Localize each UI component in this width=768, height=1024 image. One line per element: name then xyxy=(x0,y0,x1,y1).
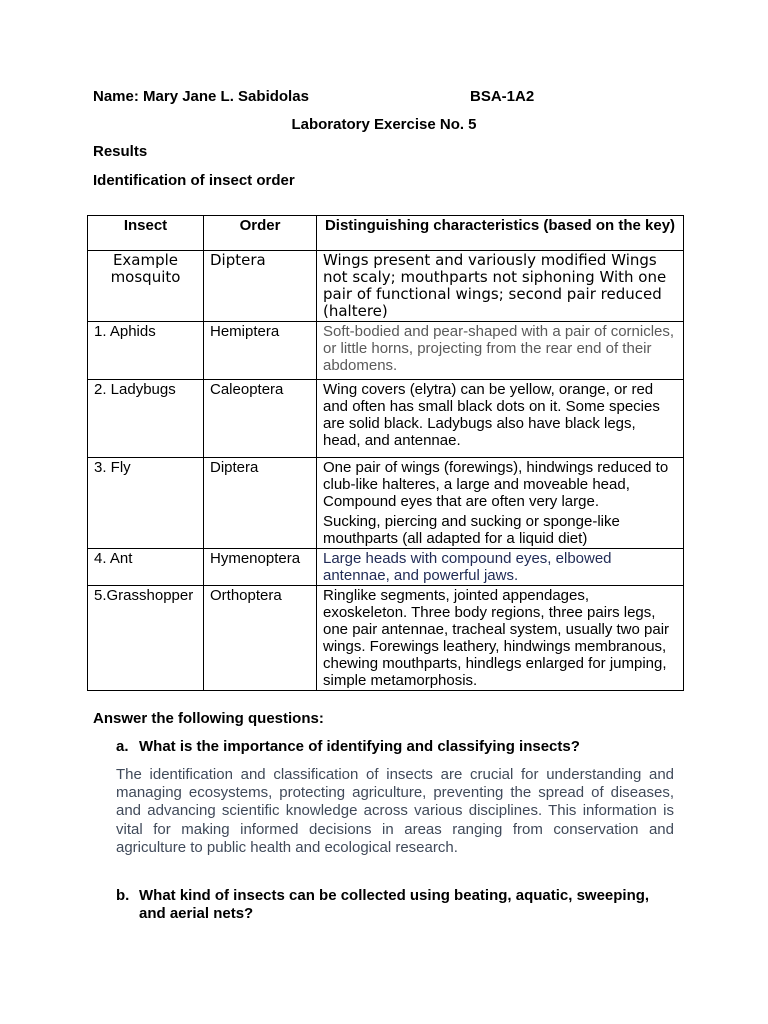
order-cell: Caleoptera xyxy=(204,380,317,458)
table-row xyxy=(88,322,684,380)
order-cell: Diptera xyxy=(204,458,317,549)
characteristics-cell: Soft-bodied and pear-shaped with a pair of cornicles, or little horns, projecting from the rear end of their abdomens. xyxy=(317,322,684,380)
questions-heading: Answer the following questions: xyxy=(93,710,324,727)
table-caption: Identification of insect order xyxy=(93,172,295,189)
example-characteristics: Wings present and variously modified Wings not scaly; mouthparts not siphoning With one pair of functional wings; second pair reduced (haltere) xyxy=(317,251,684,322)
question-a-label: a. xyxy=(116,738,129,755)
example-order: Diptera xyxy=(204,251,317,322)
example-insect-cell xyxy=(88,251,204,322)
order-cell: Orthoptera xyxy=(204,586,317,691)
column-header-order: Order xyxy=(204,216,317,251)
table-row-example xyxy=(88,251,684,322)
insect-cell: 5.Grasshopper xyxy=(88,586,204,691)
table-row xyxy=(88,586,684,691)
insect-cell: 2. Ladybugs xyxy=(88,380,204,458)
example-label: Example xyxy=(112,251,179,269)
table-row xyxy=(88,380,684,458)
characteristics-cell: Large heads with compound eyes, elbowed antennae, and powerful jaws. xyxy=(317,549,684,586)
section-label: BSA-1A2 xyxy=(470,88,535,105)
characteristics-cell: Ringlike segments, jointed appendages, exoskeleton. Three body regions, three pairs legs, one pair antennae, tracheal system, usually two pair wings. Forewings leathery, hindwings membranous, chewing mouthparts, hindlegs enlarged for jumping, simple metamorphosis. xyxy=(317,586,684,691)
example-insect: mosquito xyxy=(110,268,181,286)
characteristics-paragraph: Sucking, piercing and sucking or sponge-like mouthparts (all adapted for a liquid diet) xyxy=(323,513,620,547)
student-name: Name: Mary Jane L. Sabidolas xyxy=(93,88,309,105)
table-row xyxy=(88,458,684,549)
order-cell: Hemiptera xyxy=(204,322,317,380)
question-a: What is the importance of identifying and classifying insects? xyxy=(139,738,580,755)
characteristics-cell xyxy=(317,458,684,549)
results-heading: Results xyxy=(93,143,148,160)
order-cell: Hymenoptera xyxy=(204,549,317,586)
insect-cell: 1. Aphids xyxy=(88,322,204,380)
column-header-insect: Insect xyxy=(88,216,204,251)
question-b-label: b. xyxy=(116,887,130,904)
characteristics-paragraph: One pair of wings (forewings), hindwings reduced to club-like halteres, a large and moveable head, Compound eyes that are often very large. xyxy=(323,459,669,510)
question-b: What kind of insects can be collected using beating, aquatic, sweeping, and aerial nets? xyxy=(139,887,650,922)
table-header-row xyxy=(88,216,684,251)
table-row xyxy=(88,549,684,586)
insect-cell: 3. Fly xyxy=(88,458,204,549)
answer-a: The identification and classification of insects are crucial for understanding and managing ecosystems, protecting agriculture, preventing the spread of diseases, and advancing scientific knowledge across various disciplines. This information is vital for making informed decisions in areas ranging from conservation and agriculture to public health and ecological research. xyxy=(116,766,674,856)
column-header-characteristics: Distinguishing characteristics (based on the key) xyxy=(317,216,684,251)
exercise-title: Laboratory Exercise No. 5 xyxy=(291,116,477,133)
insect-cell: 4. Ant xyxy=(88,549,204,586)
insect-order-table xyxy=(87,215,684,691)
characteristics-cell: Wing covers (elytra) can be yellow, orange, or red and often has small black dots on it. Some species are solid black. Ladybugs also have black legs, head, and antennae. xyxy=(317,380,684,458)
